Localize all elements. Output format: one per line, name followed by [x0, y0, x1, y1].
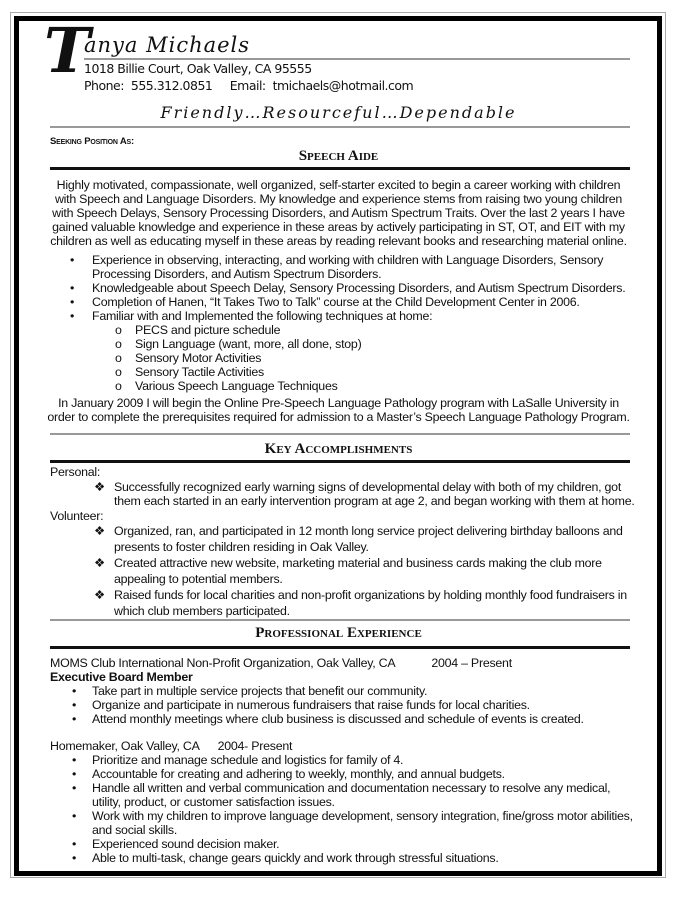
contact-line: [84, 78, 413, 93]
address: 1018 Billie Court, Oak Valley, CA 95555: [84, 61, 312, 76]
list-item: Handle all written and verbal communication and documentation necessary to resolve any medical,: [92, 781, 611, 795]
list-item: Prioritize and manage schedule and logistics for family of 4.: [92, 753, 404, 767]
list-item: Raised funds for local charities and non-profit organizations by holding monthly food fundraisers in: [114, 588, 627, 602]
list-item: Attend monthly meetings where club business is discussed and schedule of events is created.: [92, 712, 584, 726]
job-organization: Homemaker, Oak Valley, CA: [50, 739, 200, 753]
list-item: PECS and picture schedule: [135, 323, 281, 337]
job-dates: 2004- Present: [217, 739, 293, 753]
name: anya Michaels: [84, 33, 251, 57]
list-item: Organize and participate in numerous fundraisers that raise funds for local charities.: [92, 698, 530, 712]
volunteer-label: Volunteer:: [50, 508, 104, 523]
email-label: Email:: [229, 78, 266, 93]
summary-line: with Speech and Language Disorders. My knowledge and experience stems from raising two young children: [54, 192, 623, 206]
list-item: Sensory Motor Activities: [135, 351, 262, 365]
closing-line: In January 2009 I will begin the Online Pre-Speech Language Pathology program with LaSalle University in: [58, 396, 619, 410]
personal-label: Personal:: [50, 465, 101, 479]
list-item: Knowledgeable about Speech Delay, Sensory Processing Disorders, and Autism Spectrum Disorders.: [92, 281, 626, 295]
section-title-accomplishments: Key Accomplishments: [264, 441, 413, 457]
list-item: Accountable for creating and adhering to weekly, monthly, and annual budgets.: [92, 767, 505, 781]
list-item: Organized, ran, and participated in 12 month long service project delivering birthday balloons and: [114, 524, 623, 538]
techniques-list: o PECS and picture schedule o Sign Language (want, more, all done, stop) o Sensory Motor Activities o Sensory Tactile Activities o Various Speech Language Techniques: [115, 323, 362, 393]
list-item: presents to foster children residing in Oak Valley.: [114, 540, 369, 554]
phone-label: Phone:: [84, 78, 124, 93]
job-role: Executive Board Member: [50, 670, 193, 684]
list-item: them each started in an early intervention program at age 2, and began working with them at home.: [114, 494, 635, 508]
list-item: Various Speech Language Techniques: [135, 379, 338, 393]
accomplishments-list: Personal: ❖ Successfully recognized early warning signs of developmental delay with both of my children, got them each started in an early intervention program at age 2, and began working with them at home. Volunteer: ❖ Organized, ran, and participated in 12 month long service project delivering birthday balloons and presents to foster children residing in Oak Valley. ❖ Created attractive new website, marketing material and business cards making the club more appealing to potential members. ❖ Raised funds for local charities and non-profit organizations by holding monthly food fundraisers in which club members participated.: [50, 465, 635, 618]
divider: [50, 433, 630, 435]
seeking-label: Seeking Position As:: [50, 136, 134, 147]
divider: [50, 460, 630, 463]
divider: [84, 58, 630, 60]
summary-line: children as well as educating myself in these areas by reading relevant books and researching material online.: [50, 234, 627, 248]
job-organization: MOMS Club International Non-Profit Organization, Oak Valley, CA: [50, 656, 396, 670]
divider: [50, 619, 630, 621]
closing-line: order to complete the prerequisites required for admission to a Master’s Speech Language Pathology Program.: [47, 410, 630, 424]
list-item: Take part in multiple service projects that benefit our community.: [92, 684, 428, 698]
summary-line: gained valuable knowledge and experience in these areas by actively participating in ST, OT, and EIT with my: [52, 220, 625, 234]
email: tmichaels@hotmail.com: [272, 78, 414, 93]
list-item: Work with my children to improve language development, sensory integration, fine/gross motor abilities,: [92, 809, 633, 823]
section-title-experience: Professional Experience: [255, 625, 422, 641]
list-item: Able to multi-task, change gears quickly and work through stressful situations.: [92, 851, 499, 865]
closing-paragraph: [0, 396, 677, 424]
list-item: Completion of Hanen, “It Takes Two to Talk” course at the Child Development Center in 2006.: [92, 295, 580, 309]
skills-list: • Experience in observing, interacting, and working with children with Language Disorders, Sensory Processing Disorders, and Autism Spectrum Disorders. • Knowledgeable about Speech Delay, Sensory Processing Disorders, and Autism Spectrum Disorders. • Completion of Hanen, “It Takes Two to Talk” course at the Child Development Center in 2006. • Familiar with and Implemented the following techniques at home:: [70, 253, 626, 323]
summary: [0, 178, 677, 248]
job-dates: 2004 – Present: [431, 656, 512, 670]
phone: 555.312.0851: [130, 78, 213, 93]
list-item: utility, product, or customer satisfaction issues.: [92, 795, 335, 809]
list-item: Experience in observing, interacting, and working with children with Language Disorders, Sensory: [92, 253, 604, 267]
list-item: and social skills.: [92, 823, 178, 837]
summary-line: with Speech Delays, Sensory Processing Disorders, and Autism Spectrum Traits. Over the last 2 years I have: [52, 206, 625, 220]
divider: [50, 167, 630, 170]
job-moms-club: MOMS Club International Non-Profit Organization, Oak Valley, CA 2004 – Present Executive Board Member • Take part in multiple service projects that benefit our community. • Organize and participate in numerous fundraisers that raise funds for local charities. • Attend monthly meetings where club business is discussed and schedule of events is created.: [50, 656, 584, 726]
list-item: appealing to potential members.: [114, 572, 283, 586]
list-item: Sign Language (want, more, all done, stop): [135, 337, 362, 351]
list-item: Created attractive new website, marketing material and business cards making the club more: [114, 556, 602, 570]
divider: [50, 126, 630, 128]
motto: Friendly…Resourceful…Dependable: [160, 103, 517, 122]
list-item: Familiar with and Implemented the following techniques at home:: [92, 309, 433, 323]
name-initial: T: [44, 14, 91, 87]
position-title: Speech Aide: [298, 148, 379, 164]
list-item: Sensory Tactile Activities: [135, 365, 264, 379]
list-item: which club members participated.: [114, 604, 290, 618]
list-item: Successfully recognized early warning signs of developmental delay with both of my children, got: [114, 479, 622, 494]
summary-line: Highly motivated, compassionate, well organized, self-starter excited to begin a career working with children: [56, 178, 621, 192]
list-item: Processing Disorders, and Autism Spectrum Disorders.: [92, 267, 382, 281]
job-homemaker: Homemaker, Oak Valley, CA 2004- Present • Prioritize and manage schedule and logistics for family of 4. • Accountable for creating and adhering to weekly, monthly, and annual budgets. • Handle all written and verbal communication and documentation necessary to resolve any medical, utility, product, or customer satisfaction issues. • Work with my children to improve language development, sensory integration, fine/gross motor abilities, and social skills. • Experienced sound decision maker. • Able to multi-task, change gears quickly and work through stressful situations.: [50, 739, 633, 865]
list-item: Experienced sound decision maker.: [92, 837, 280, 851]
divider: [50, 646, 630, 649]
